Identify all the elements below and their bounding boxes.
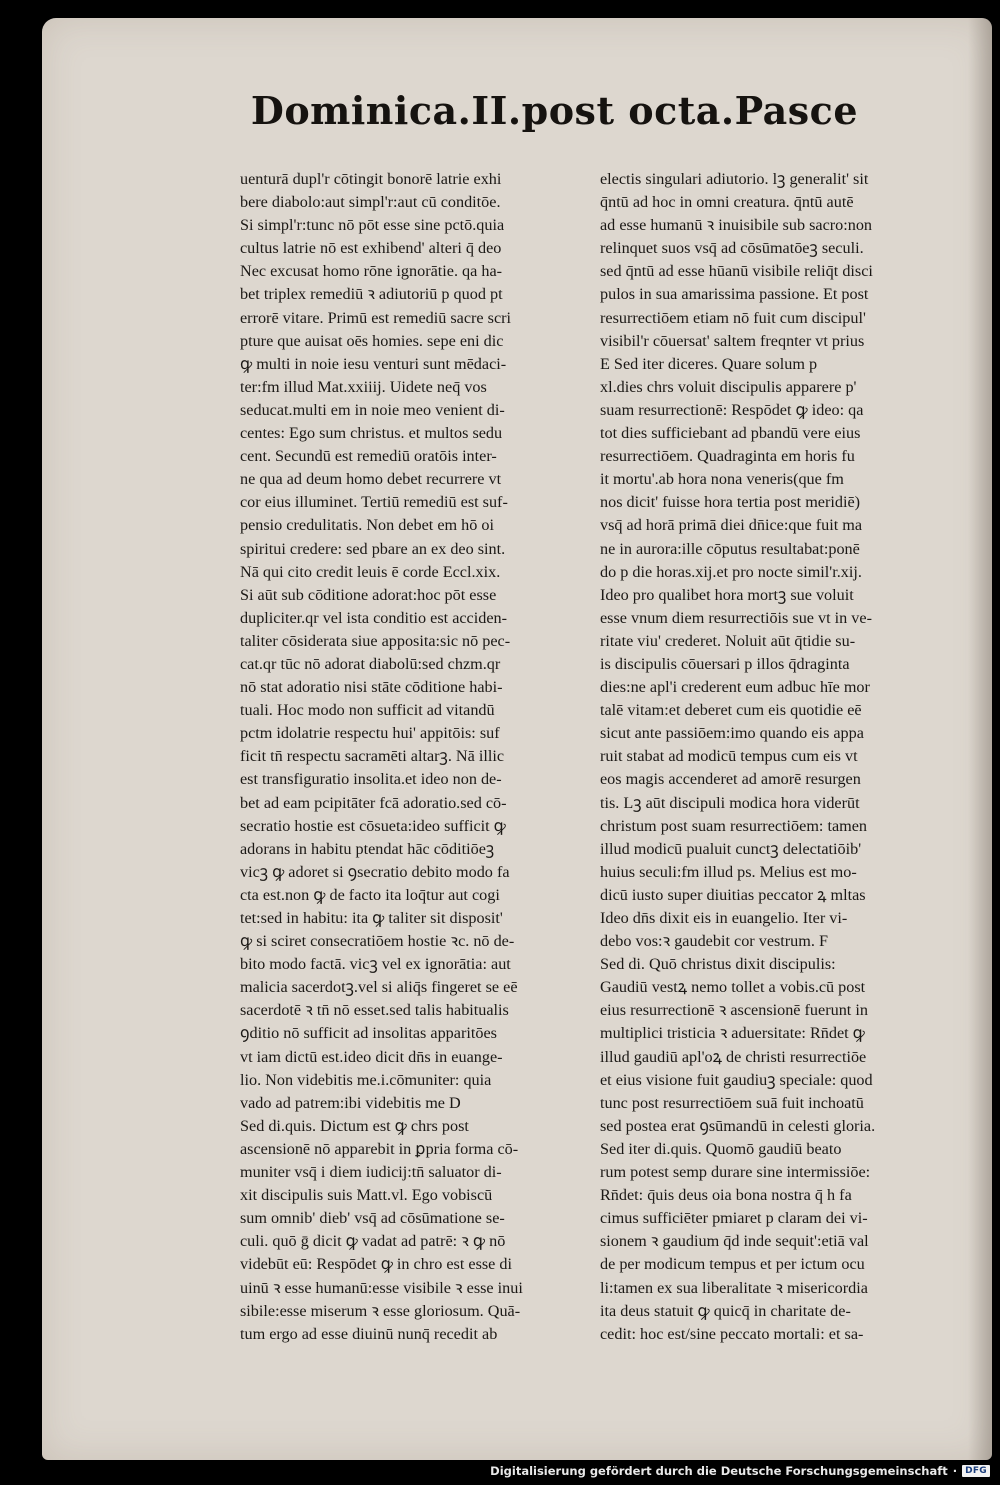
book-page <box>42 18 992 1460</box>
text-line: ter:fm illud Mat.xxiiij. Uidete neq̄ vos <box>240 377 487 396</box>
text-line: ad esse humanū ꝛ inuisibile sub sacro:non <box>600 216 873 235</box>
text-line: sed q̄ntū ad esse hūanū visibile reliq̄t disci <box>600 262 873 281</box>
text-line: it mortu'.ab hora nona veneris(que fm <box>600 470 844 489</box>
text-line: relinquet suos vsq̄ ad cōsūmatōeꝫ seculi. <box>600 239 864 258</box>
text-line: sed postea erat ꝯsūmandū in celesti gloria. <box>600 1116 876 1135</box>
text-line: illud modicū pualuit cunctꝫ delectatiōib' <box>600 839 862 858</box>
text-line: ne qua ad deum homo debet recurrere vt <box>240 470 502 489</box>
text-line: ne in aurora:ille cōputus resultabat:ponē <box>600 539 860 558</box>
text-line: ritate viu' crederet. Noluit aūt q̄tidie su- <box>600 631 856 650</box>
text-line: lio. Non videbitis me.i.cōmuniter: quia <box>240 1070 492 1089</box>
text-line: Nā qui cito credit leuis ē corde Eccl.xix. <box>240 562 501 581</box>
text-line: cat.qr tūc nō adorat diabolū:sed chzm.qr <box>240 654 501 673</box>
dfg-logo-icon: DFG <box>962 1465 990 1477</box>
text-line: electis singulari adiutorio. lꝫ generalit' sit <box>600 170 869 188</box>
text-line: is discipulis cōuersari p illos q̄draginta <box>600 654 850 673</box>
text-line: xl.dies chrs voluit discipulis apparere p' <box>600 377 857 396</box>
text-line: esse vnum diem resurrectiōis sue vt in ve- <box>600 608 872 627</box>
text-line: tet:sed in habitu: ita ꝙ taliter sit disposit' <box>240 909 503 927</box>
text-line: ruit stabat ad modicū tempus cum eis vt <box>600 747 858 766</box>
text-line: visibil'r cōuersat' saltem freqnter vt prius <box>600 331 865 350</box>
text-line: adorans in habitu ptendat hāc cōditiōeꝫ <box>240 839 495 858</box>
running-head: Dominica.II.post octa.Pasce <box>250 88 858 133</box>
text-line: illud gaudiū apl'oꝝ de christi resurrectiōe <box>600 1047 867 1066</box>
text-line: vt iam dictū est.ideo dicit dn̄s in euange- <box>240 1047 503 1066</box>
text-line: sicut ante passiōem:imo quando eis appa <box>600 724 864 743</box>
text-line: tis. Lꝫ aūt discipuli modica hora viderūt <box>600 793 860 812</box>
text-line: pture que auisat oēs homies. sepe eni dic <box>240 331 504 350</box>
text-line: sibile:esse miserum ꝛ esse gloriosum. Quā- <box>240 1301 521 1320</box>
text-line: est transfiguratio insolita.et ideo non de- <box>240 770 502 789</box>
text-line: malicia sacerdotꝫ.vel si aliq̄s fingeret se eē <box>240 978 518 997</box>
text-line: tot dies sufficiebant ad pbandū vere eius <box>600 424 861 443</box>
text-line: xit discipulis suis Matt.vl. Ego vobiscū <box>240 1186 493 1205</box>
text-line: cta est.non ꝙ de facto ita loq̄tur aut cogi <box>240 885 500 904</box>
text-line: li:tamen ex sua liberalitate ꝛ misericordia <box>600 1278 868 1297</box>
text-line: Nec excusat homo rōne ignorātie. qa ha- <box>240 262 503 281</box>
text-line: ꝙ multi in noie iesu venturi sunt mēdaci- <box>240 354 507 373</box>
text-line: cedit: hoc est/sine peccato mortali: et sa- <box>600 1324 864 1343</box>
text-line: ascensionē nō apparebit in ꝑpria forma cō- <box>240 1139 519 1158</box>
digitization-credit: Digitalisierung gefördert durch die Deutsche Forschungsgemeinschaft · DFG <box>490 1462 990 1480</box>
text-line: christum post suam resurrectiōem: tamen <box>600 816 868 835</box>
text-line: ꝯditio nō sufficit ad insolitas apparitōes <box>240 1024 497 1043</box>
text-line: Sed di.quis. Dictum est ꝙ chrs post <box>240 1116 469 1135</box>
text-line: dies:ne apl'i crederent eum adbuc hīe mor <box>600 678 870 697</box>
text-line: multiplici tristicia ꝛ aduersitate: Rn̄det ꝙ <box>600 1024 865 1043</box>
text-line: videbūt eū: Respōdet ꝙ in chro est esse di <box>240 1255 513 1274</box>
credit-text: Digitalisierung gefördert durch die Deutsche Forschungsgemeinschaft <box>490 1464 948 1478</box>
text-line: uinū ꝛ esse humanū:esse visibile ꝛ esse inui <box>240 1278 523 1297</box>
text-line: Sed di. Quō christus dixit discipulis: <box>600 955 836 974</box>
text-line: talē vitam:et deberet cum eis quotidie eē <box>600 701 862 720</box>
text-line: Rn̄det: q̄uis deus oia bona nostra q̄ h fa <box>600 1186 852 1205</box>
text-line: vsq̄ ad horā primā diei dn̄ice:que fuit ma <box>600 516 863 535</box>
text-line: eos magis accenderet ad amorē resurgen <box>600 770 861 789</box>
text-line: pctm idolatrie respectu hui' appitōis: suf <box>240 724 500 743</box>
text-line: sionem ꝛ gaudium q̄d inde sequit':etiā val <box>600 1232 869 1251</box>
text-line: centes: Ego sum christus. et multos sedu <box>240 424 503 443</box>
text-line: et eius visione fuit gaudiuꝫ speciale: quod <box>600 1070 873 1089</box>
text-line: Ideo pro qualibet hora mortꝫ sue voluit <box>600 585 854 604</box>
text-line: bet triplex remediū ꝛ adiutoriū p quod pt <box>240 285 503 304</box>
text-line: ꝙ si sciret consecratiōem hostie ꝛc. nō de- <box>240 932 515 951</box>
text-line: de per modicum tempus et per ictum ocu <box>600 1255 865 1274</box>
text-line: sum omnib' dieb' vsq̄ ad cōsūmatione se- <box>240 1209 505 1228</box>
text-line: uenturā dupl'r cōtingit bonorē latrie exhi <box>240 170 502 188</box>
text-line: nos dicit' fuisse hora tertia post meridiē) <box>600 493 861 512</box>
text-line: culi. quō ḡ dicit ꝙ vadat ad patrē: ꝛ ꝙ nō <box>240 1232 506 1251</box>
text-line: eius resurrectionē ꝛ ascensionē fuerunt in <box>600 1001 868 1020</box>
text-line: huius seculi:fm illud ps. Melius est mo- <box>600 862 857 881</box>
text-line: Si simpl'r:tunc nō pōt esse sine pctō.quia <box>240 216 505 235</box>
text-line: resurrectiōem etiam nō fuit cum discipul' <box>600 308 866 327</box>
text-line: sacerdotē ꝛ tn̄ nō esset.sed talis habitualis <box>240 1001 509 1020</box>
text-column-left <box>240 168 620 1343</box>
text-line: errorē vitare. Primū est remediū sacre scri <box>240 308 512 327</box>
text-line: pensio credulitatis. Non debet em hō oi <box>240 516 494 535</box>
text-line: ficit tn̄ respectu sacramēti altarꝫ. Nā illic <box>240 747 505 766</box>
text-line: nō stat adoratio nisi stāte cōditione habi- <box>240 678 503 697</box>
text-line: Ideo dn̄s dixit eis in euangelio. Iter vi- <box>600 909 848 927</box>
text-column-right <box>600 168 1000 1343</box>
text-line: tunc post resurrectiōem suā fuit inchoatū <box>600 1093 864 1112</box>
text-line: suam resurrectionē: Respōdet ꝙ ideo: qa <box>600 400 864 419</box>
text-line: E Sed iter diceres. Quare solum p <box>600 354 818 373</box>
text-line: tum ergo ad esse diuinū nunq̄ recedit ab <box>240 1324 498 1343</box>
text-line: dupliciter.qr vel ista conditio est acciden- <box>240 608 508 627</box>
text-line: bere diabolo:aut simpl'r:aut cū conditōe. <box>240 193 501 212</box>
text-line: Si aūt sub cōditione adorat:hoc pōt esse <box>240 585 497 604</box>
text-line: spiritui credere: sed pbare an ex deo sint. <box>240 539 506 558</box>
text-line: ita deus statuit ꝙ quicq̄ in charitate de- <box>600 1301 851 1320</box>
text-line: dicū iusto super diuitias peccator ꝝ mltas <box>600 885 866 904</box>
text-line: cent. Secundū est remediū oratōis inter- <box>240 447 497 466</box>
text-line: debo vos:ꝛ gaudebit cor vestrum. F <box>600 932 828 951</box>
text-line: bito modo factā. vicꝫ vel ex ignorātia: aut <box>240 955 511 974</box>
text-line: cor eius illuminet. Tertiū remediū est suf- <box>240 493 508 512</box>
text-line: tuali. Hoc modo non sufficit ad vitandū <box>240 701 495 720</box>
text-line: bet ad eam pcipitāter fcā adoratio.sed cō- <box>240 793 507 812</box>
text-line: do p die horas.xij.et pro nocte simil'r.xij. <box>600 562 862 581</box>
text-line: cultus latrie nō est exhibend' alteri q̄ deo <box>240 239 502 258</box>
text-line: vicꝫ ꝙ adoret si ꝯsecratio debito modo fa <box>240 862 510 881</box>
text-line: Sed iter di.quis. Quomō gaudiū beato <box>600 1139 842 1158</box>
text-line: resurrectiōem. Quadraginta em horis fu <box>600 447 855 466</box>
text-line: secratio hostie est cōsueta:ideo sufficit ꝙ <box>240 816 506 835</box>
text-line: cimus sufficiēter pmiaret p claram dei vi- <box>600 1209 868 1228</box>
text-line: seducat.multi em in noie meo venient di- <box>240 400 505 419</box>
text-line: vado ad patrem:ibi videbitis me D <box>240 1093 461 1112</box>
text-line: pulos in sua amarissima passione. Et post <box>600 285 869 304</box>
text-line: rum potest semp durare sine intermissiōe: <box>600 1163 871 1182</box>
text-line: muniter vsq̄ i diem iudicij:tn̄ saluator di- <box>240 1163 502 1182</box>
text-line: taliter cōsiderata siue apposita:sic nō pec- <box>240 631 511 650</box>
text-line: q̄ntū ad hoc in omni creatura. q̄ntū autē <box>600 193 854 212</box>
text-line: Gaudiū vestꝝ nemo tollet a vobis.cū post <box>600 978 866 997</box>
